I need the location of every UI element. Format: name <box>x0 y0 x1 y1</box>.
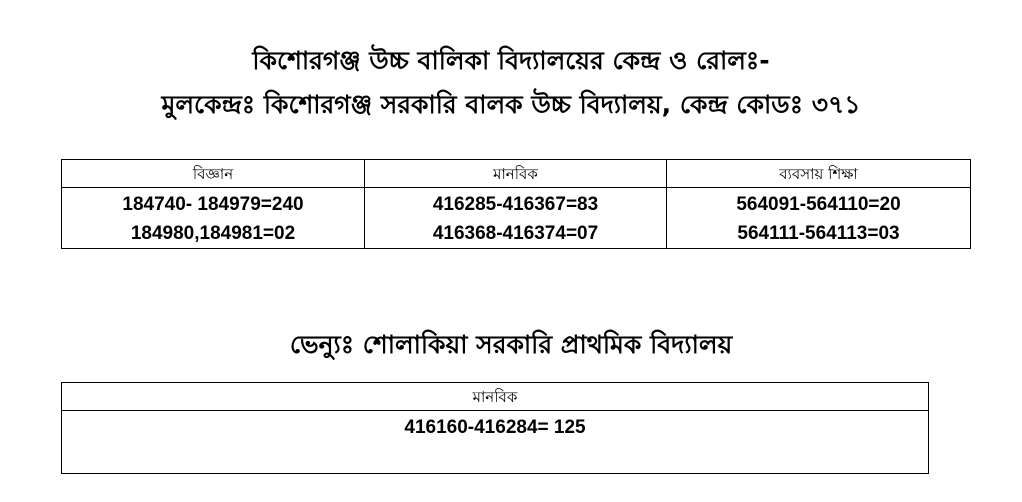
header-science: বিজ্ঞান <box>62 160 365 188</box>
page-title: কিশোরগঞ্জ উচ্চ বালিকা বিদ্যালয়ের কেন্দ্র ও রোলঃ- <box>252 46 770 75</box>
table-row <box>62 411 929 474</box>
table-header-row <box>62 160 971 188</box>
roll-range: 184980,184981=02 <box>130 223 296 244</box>
roll-table-venue <box>61 382 929 474</box>
header-business: ব্যবসায় শিক্ষা <box>667 160 971 188</box>
venue-heading: ভেন্যুঃ শোলাকিয়া সরকারি প্রাথমিক বিদ্যালয় <box>289 330 733 359</box>
roll-table-main <box>61 159 971 249</box>
humanities-roll-range: 416160-416284= 125 <box>62 411 929 474</box>
table-row <box>62 188 971 249</box>
table-header-row <box>62 383 929 411</box>
business-rolls <box>667 188 971 249</box>
main-center-heading: মুলকেন্দ্রঃ কিশোরগঞ্জ সরকারি বালক উচ্চ বিদ্যালয়, কেন্দ্র কোডঃ ৩৭১ <box>161 90 861 119</box>
roll-range: 564091-564110=20 <box>736 194 901 215</box>
roll-range: 184740- 184979=240 <box>122 194 304 215</box>
header-humanities: মানবিক <box>365 160 667 188</box>
science-rolls <box>62 188 365 249</box>
roll-range: 564111-564113=03 <box>737 223 900 244</box>
roll-range: 416368-416374=07 <box>432 223 599 244</box>
humanities-rolls <box>365 188 667 249</box>
roll-range: 416285-416367=83 <box>432 194 599 215</box>
header-humanities: মানবিক <box>62 383 929 411</box>
